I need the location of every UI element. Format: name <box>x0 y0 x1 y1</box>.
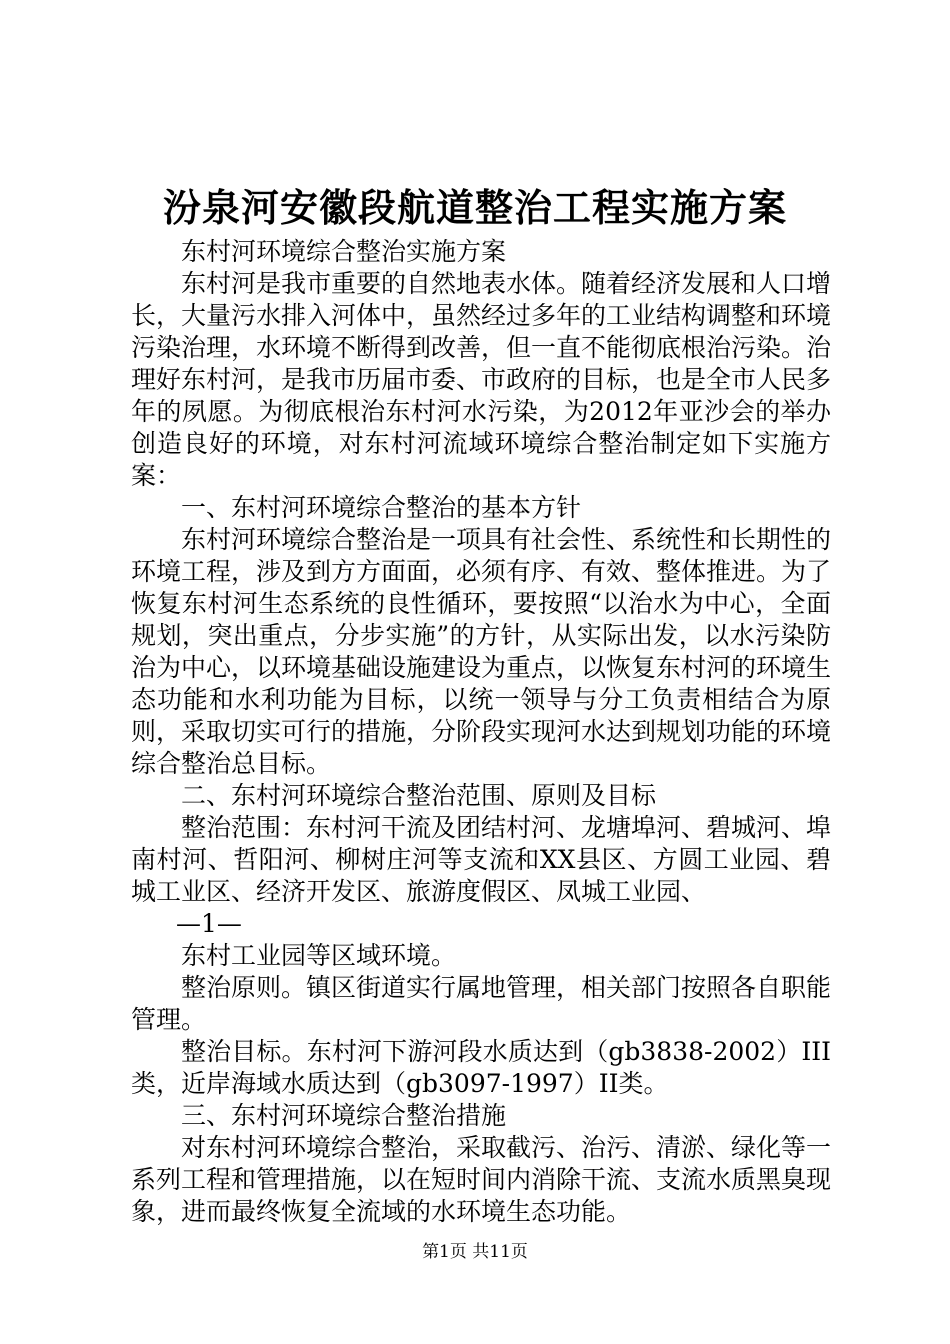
subtitle-paragraph: 东村河环境综合整治实施方案 <box>181 237 507 266</box>
body-paragraph: 整治范围：东村河干流及团结村河、龙塘埠河、碧城河、埠南村河、哲阳河、柳树庄河等支流和XX县区、方圆工业园、碧城工业区、经济开发区、旅游度假区、凤城工业园、 <box>131 813 832 906</box>
body-paragraph: 整治原则。镇区街道实行属地管理，相关部门按照各自职能管理。 <box>131 973 832 1034</box>
section-heading-1: 一、东村河环境综合整治的基本方针 <box>181 493 582 522</box>
section-heading-3: 三、东村河环境综合整治措施 <box>181 1101 507 1130</box>
document-title: 汾泉河安徽段航道整治工程实施方案 <box>162 185 787 230</box>
body-paragraph: 对东村河环境综合整治，采取截污、治污、清淤、绿化等一系列工程和管理措施，以在短时间内消除干流、支流水质黑臭现象，进而最终恢复全流域的水环境生态功能。 <box>131 1133 832 1226</box>
document-body <box>131 236 831 1228</box>
body-paragraph: 东村河环境综合整治是一项具有社会性、系统性和长期性的环境工程，涉及到方方面面，必须有序、有效、整体推进。为了恢复东村河生态系统的良性循环，要按照“以治水为中心，全面规划，突出重点，分步实施”的方针，从实际出发，以水污染防治为中心，以环境基础设施建设为重点，以恢复东村河的环境生态功能和水利功能为目标，以统一领导与分工负责相结合为原则，采取切实可行的措施，分阶段实现河水达到规划功能的环境综合整治总目标。 <box>131 525 832 778</box>
body-paragraph: 整治目标。东村河下游河段水质达到（gb3838-2002）III类，近岸海域水质达到（gb3097-1997）II类。 <box>131 1037 831 1098</box>
page-number-footer: 第1页 共11页 <box>422 1242 528 1262</box>
intro-paragraph: 东村河是我市重要的自然地表水体。随着经济发展和人口增长，大量污水排入河体中，虽然经过多年的工业结构调整和环境污染治理，水环境不断得到改善，但一直不能彻底根治污染。治理好东村河，是我市历届市委、市政府的目标，也是全市人民多年的夙愿。为彻底根治东村河水污染，为2012年亚沙会的举办创造良好的环境，对东村河流域环境综合整治制定如下实施方案： <box>131 269 832 490</box>
body-paragraph: 东村工业园等区域环境。 <box>181 941 457 970</box>
inline-page-marker: —1— <box>176 909 242 938</box>
section-heading-2: 二、东村河环境综合整治范围、原则及目标 <box>181 781 657 810</box>
